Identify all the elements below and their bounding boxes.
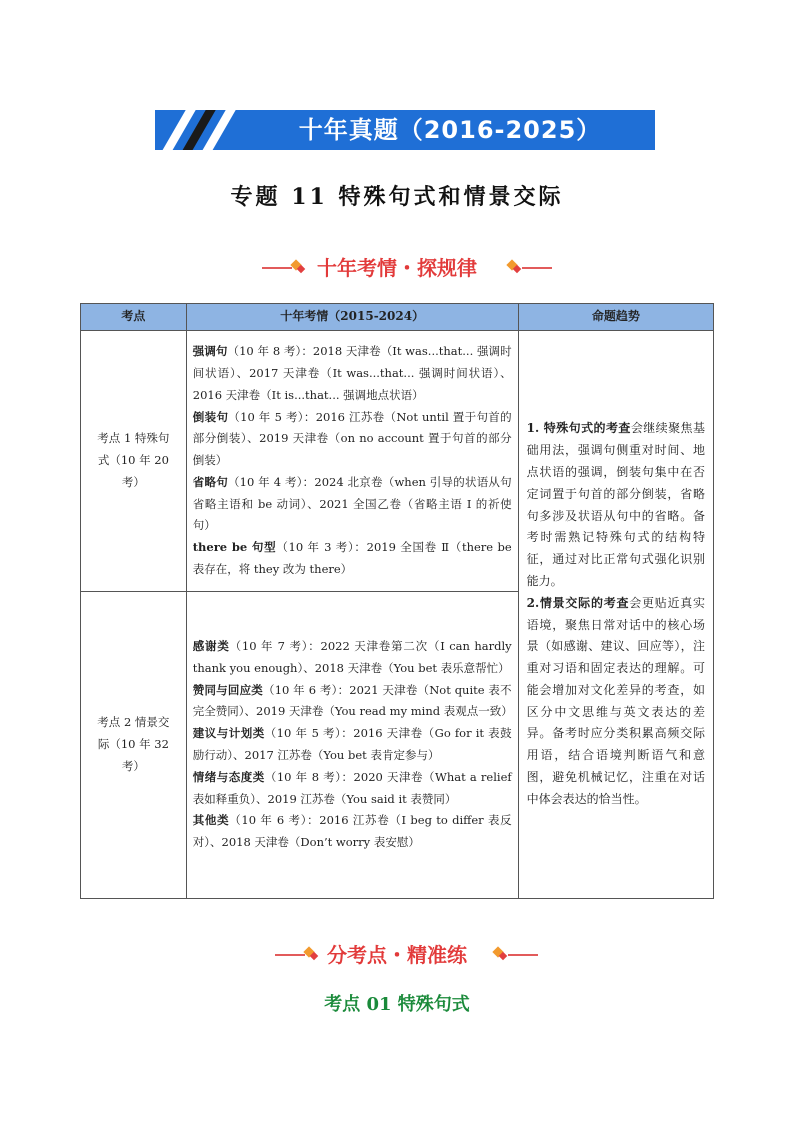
- item-text: （10 年 5 考）：2016 江苏卷（Not until 置于句首的部分倒装）、2019 天津卷（on no account 置于句首的部分倒装）: [192, 409, 512, 468]
- trend-cell: [518, 331, 713, 899]
- item-keyword: 赞同与回应类: [192, 682, 263, 697]
- column-header: 命题趋势: [518, 304, 713, 331]
- point-label: 考点 2 情景交际（10 年 32 考）: [97, 715, 170, 773]
- history-item: [193, 680, 512, 724]
- table-header-row: [81, 304, 714, 331]
- item-text: （10 年 7 考）：2022 天津卷第二次（I can hardly thank you enough）、2018 天津卷（You bet 表乐意帮忙）: [192, 639, 512, 675]
- item-text: （10 年 6 考）：2021 天津卷（Not quite 表不完全赞同）、2019 天津卷（You read my mind 表观点一致）: [192, 682, 513, 719]
- exam-analysis-table: [80, 303, 714, 899]
- item-text: （10 年 8 考）：2020 天津卷（What a relief 表如释重负）、2019 江苏卷（You said it 表赞同）: [192, 769, 512, 806]
- point-cell: [81, 592, 187, 899]
- table-row: [81, 331, 714, 592]
- history-cell: [186, 331, 518, 592]
- section-title: 十年考情・探规律: [317, 256, 477, 280]
- history-item: [193, 723, 512, 767]
- trend-text: 会继续聚焦基础用法，强调句侧重对时间、地点状语的强调，倒装句集中在否定词置于句首的部分倒装，省略句多涉及状语从句中的省略。备考时需熟记特殊句式的结构特征，通过对比正常句式强化识别能力。: [526, 421, 705, 588]
- heading-line: [522, 267, 552, 269]
- point-cell: [81, 331, 187, 592]
- history-item: [193, 537, 512, 581]
- column-header: 十年考情（2015-2024）: [186, 304, 518, 331]
- trend-text: 会更贴近真实语境，聚焦日常对话中的核心场景（如感谢、建议、回应等），注重对习语和固定表达的理解。可能会增加对文化差异的考查，如区分中文思维与英文表达的差异。备考时应分类积累高频交际用语，结合语境判断语气和意图，避免机械记忆，注重在对话中体会表达的恰当性。: [526, 595, 705, 806]
- trend-item: [527, 593, 705, 811]
- history-item: [193, 341, 512, 406]
- section-heading-1: [0, 253, 794, 283]
- heading-line: [508, 954, 538, 956]
- banner-title: 十年真题（2016-2025）: [298, 116, 602, 144]
- history-item: [193, 407, 512, 472]
- section-title: 分考点・精准练: [327, 943, 467, 967]
- column-header: 考点: [81, 304, 187, 331]
- history-item: [193, 810, 512, 854]
- history-item: [193, 767, 512, 811]
- item-text: （10 年 6 考）：2016 江苏卷（I beg to differ 表反对）、2018 天津卷（Don’t worry 表安慰）: [192, 813, 512, 850]
- history-cell: [186, 592, 518, 899]
- item-keyword: 建议与计划类: [192, 726, 265, 741]
- item-keyword: 强调句: [192, 344, 228, 359]
- topic-title: 专题 11 特殊句式和情景交际: [230, 184, 564, 210]
- item-text: （10 年 5 考）：2016 天津卷（Go for it 表鼓励行动）、2017 江苏卷（You bet 表肯定参与）: [192, 726, 512, 762]
- item-text: （10 年 4 考）：2024 北京卷（when 引导的状语从句省略主语和 be 动词）、2021 全国乙卷（省略主语 I 的祈使句）: [192, 474, 512, 533]
- title-banner: [155, 110, 655, 150]
- item-keyword: 情绪与态度类: [192, 769, 265, 784]
- item-keyword: there be 句型: [192, 540, 277, 555]
- section-heading-2: [0, 940, 794, 970]
- subsection-title: 考点 01 特殊句式: [324, 994, 470, 1015]
- trend-keyword: 2.情景交际的考查: [526, 595, 630, 610]
- item-text: （10 年 8 考）：2018 天津卷（It was...that... 强调时间状语）、2017 天津卷（It was...that... 强调时间状语）、2016 天津卷（It is...that... 强调地点状语）: [192, 344, 512, 402]
- point-label: 考点 1 特殊句式（10 年 20 考）: [97, 431, 170, 489]
- item-text: （10 年 3 考）：2019 全国卷 Ⅱ（there be 表存在，将 they 改为 there）: [192, 540, 512, 577]
- item-keyword: 感谢类: [192, 639, 230, 654]
- trend-keyword: 1. 特殊句式的考查: [526, 421, 631, 436]
- item-keyword: 其他类: [192, 813, 230, 828]
- item-keyword: 倒装句: [192, 409, 229, 424]
- trend-item: [527, 418, 705, 592]
- history-item: [193, 636, 512, 680]
- history-item: [193, 472, 512, 537]
- item-keyword: 省略句: [192, 474, 228, 489]
